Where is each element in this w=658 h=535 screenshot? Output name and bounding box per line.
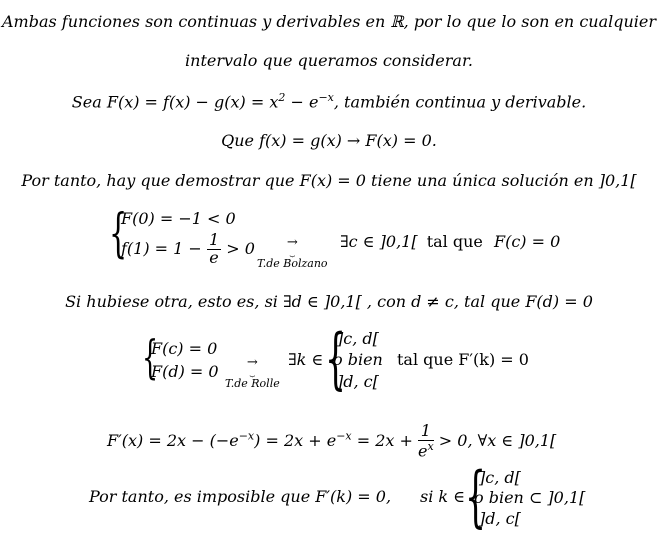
frac-num: 1 [208, 230, 220, 249]
frac-num: 1 [418, 423, 434, 441]
deriv-exp-1: −x [238, 429, 255, 443]
deriv-exp-2: −x [336, 429, 352, 443]
final-option-2: o bien ⊂ ]0,1[ [474, 488, 586, 507]
exponent-minus-x: −x [318, 91, 334, 104]
rolle-row-1: F(c) = 0 [151, 339, 218, 358]
final-si: si k ∈ [420, 487, 466, 506]
definition-part-a: Sea F(x) = f(x) − g(x) = x [71, 92, 279, 112]
rolle-exists: ∃k ∈ [288, 350, 324, 369]
deriv-post: > 0, ∀x ∈ ]0,1[ [438, 430, 557, 450]
deriv-mid-2: = 2x + [351, 430, 413, 450]
exponent-2: 2 [278, 91, 286, 104]
rolle-row-2: F(d) = 0 [151, 362, 219, 381]
hypothesis-line: Si hubiese otra, esto es, si ∃d ∈ ]0,1[ , con d ≠ c, tal que F(d) = 0 [65, 292, 593, 311]
left-brace-rolle: { [142, 330, 159, 384]
fraction-1-over-e [207, 232, 221, 267]
definition-part-b: − e [285, 92, 319, 112]
bolzano-row2-post: > 0 [226, 238, 255, 258]
final-options-brace: { [465, 458, 486, 535]
bolzano-label: T.de Bolzano [257, 257, 328, 270]
frac-den: e [209, 247, 219, 267]
text-line-4: Que f(x) = g(x) → F(x) = 0. [221, 131, 437, 150]
rolle-label: T.de Rolle [225, 377, 280, 390]
options-brace: { [325, 320, 346, 397]
bolzano-arrow: → ⏟ T.de Bolzano [257, 235, 328, 270]
text-line-5: Por tanto, hay que demostrar que F(x) = 0 tiene una única solución en ]0,1[ [21, 171, 637, 190]
rolle-conclusion [397, 350, 529, 369]
bolzano-concl-mid: tal que [426, 232, 483, 251]
arrow-icon: → [246, 355, 258, 370]
text-line-3 [0, 91, 658, 111]
final-option-3: ]d, c[ [479, 509, 521, 528]
arrow-icon: → [286, 235, 298, 250]
rolle-option-3: ]d, c[ [337, 372, 379, 391]
final-text: Por tanto, es imposible que F′(k) = 0, [89, 487, 392, 506]
bolzano-row2-pre: f(1) = 1 − [121, 238, 202, 258]
final-option-1: ]c, d[ [479, 468, 521, 487]
text-line-2: intervalo que queramos considerar. [185, 51, 473, 70]
bolzano-row-1: F(0) = −1 < 0 [121, 209, 236, 228]
rolle-option-1: ]c, d[ [337, 329, 379, 348]
rolle-concl-text: tal que F′(k) = 0 [397, 350, 529, 369]
rolle-arrow: → ⏟ T.de Rolle [225, 355, 280, 390]
rolle-option-2: o bien [333, 350, 383, 369]
bolzano-concl-post: F(c) = 0 [493, 232, 561, 251]
bolzano-concl-pre: ∃c ∈ ]0,1[ [340, 232, 418, 251]
deriv-pre: F′(x) = 2x − (−e [107, 430, 239, 450]
left-brace: { [109, 204, 128, 264]
derivative-line [107, 423, 556, 460]
frac-den-exp: x [427, 439, 434, 453]
text-line-1: Ambas funciones son continuas y derivables en ℝ, por lo que lo son en cualquier [1, 12, 657, 31]
bolzano-row-2 [121, 232, 255, 267]
definition-part-c: , también continua y derivable. [333, 92, 587, 112]
deriv-mid-1: ) = 2x + e [254, 430, 337, 450]
bolzano-conclusion [340, 232, 560, 251]
fraction-1-over-ex [418, 423, 434, 460]
frac-den-base: e [418, 441, 428, 461]
